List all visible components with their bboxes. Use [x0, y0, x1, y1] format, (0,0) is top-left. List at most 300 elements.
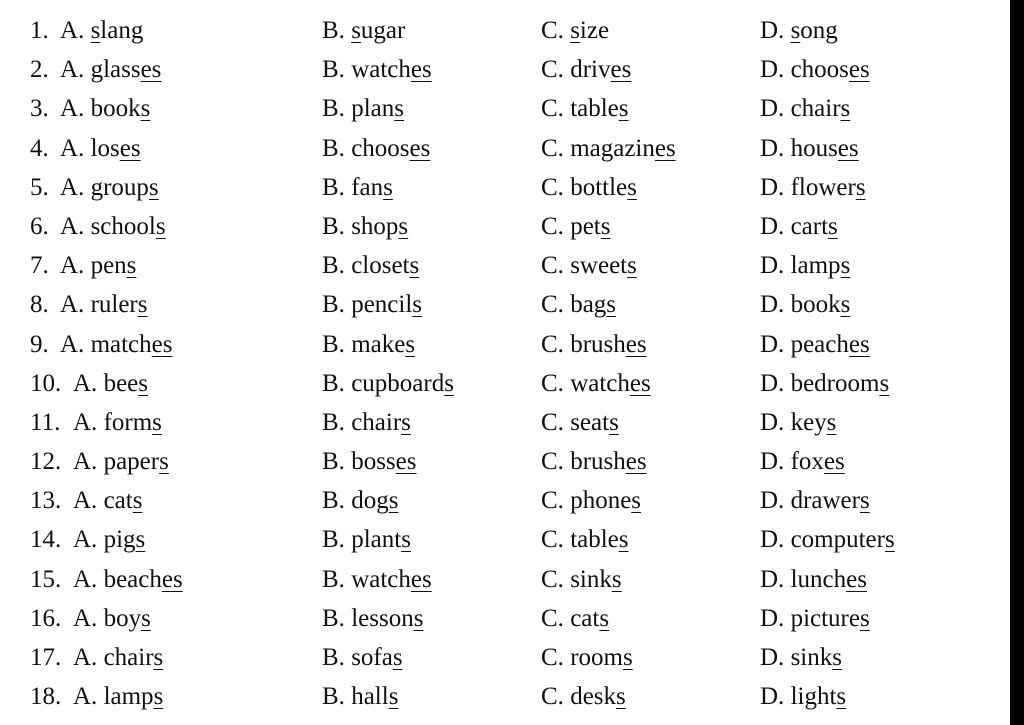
option-letter: C. [541, 56, 564, 84]
word-stem: pen [90, 252, 127, 280]
answer-option [60, 129, 141, 168]
option-letter: A. [60, 173, 85, 201]
option-letter: C. [541, 565, 564, 593]
word-stem: boy [103, 604, 142, 632]
option-letter: D. [760, 448, 785, 476]
option-letter: D. [760, 252, 785, 280]
underlined-sound: s [140, 95, 151, 123]
question-row [0, 638, 1010, 677]
option-letter: D. [760, 369, 785, 397]
answer-option [60, 207, 166, 246]
underlined-sound: s [132, 487, 143, 515]
word-stem: sweet [570, 252, 628, 280]
answer-option [760, 442, 845, 481]
word-stem: lamp [103, 683, 154, 711]
answer-option [60, 285, 148, 324]
answer-option [73, 403, 162, 442]
word-stem: picture [790, 604, 860, 632]
answer-option [541, 677, 626, 716]
answer-option [760, 403, 836, 442]
underlined-sound: s [153, 683, 164, 711]
word-stem: table [570, 526, 619, 554]
question-row [0, 599, 1010, 638]
answer-option [760, 129, 859, 168]
answer-option [541, 560, 622, 599]
right-edge-bar [1010, 0, 1024, 725]
option-letter: B. [322, 526, 345, 554]
answer-option [322, 442, 416, 481]
word-stem: watch [570, 369, 630, 397]
word-stem: chair [103, 644, 154, 671]
word-stem: choos [351, 134, 410, 162]
word-stem: brush [570, 448, 626, 476]
word-stem: pencil [351, 291, 413, 319]
answer-option [541, 11, 609, 50]
question-number: 4. [30, 134, 49, 162]
question-row [0, 285, 1010, 324]
word-stem: ruler [90, 291, 138, 319]
word-stem: book [90, 95, 141, 123]
option-letter: B. [322, 173, 345, 201]
underlined-sound: s [606, 291, 617, 319]
option-letter: C. [541, 212, 564, 240]
word-stem: form [103, 408, 153, 436]
underlined-sound: s [859, 487, 870, 515]
option-letter: D. [760, 17, 785, 44]
question-row [0, 129, 1010, 168]
underlined-sound: s [599, 604, 610, 632]
question-row [0, 403, 1010, 442]
underlined-sound: es [410, 56, 432, 84]
option-letter: D. [760, 683, 785, 711]
question-row [0, 89, 1010, 128]
answer-option [541, 168, 637, 207]
answer-option [541, 89, 629, 128]
answer-option [760, 364, 889, 403]
question-number: 2. [30, 56, 49, 84]
word-stem: hous [790, 134, 838, 162]
question-row [0, 168, 1010, 207]
word-stem: seat [570, 408, 610, 436]
word-stem: flower [790, 173, 856, 201]
option-letter: A. [73, 408, 98, 436]
answer-option [322, 207, 408, 246]
word-stem: phone [570, 487, 632, 515]
word-stem: beach [103, 565, 162, 593]
question-number: 16. [30, 604, 62, 632]
word-stem: bedroom [790, 369, 880, 397]
answer-option [541, 364, 651, 403]
answer-option [541, 207, 610, 246]
option-letter: A. [73, 565, 98, 593]
underlined-sound: s [159, 448, 169, 476]
word-stem: brush [570, 330, 626, 358]
answer-option [541, 638, 633, 677]
underlined-sound: s [840, 291, 851, 319]
underlined-sound: s [622, 644, 633, 671]
underlined-sound: s [884, 526, 895, 554]
option-letter: B. [322, 448, 345, 476]
underlined-sound: s [631, 487, 642, 515]
answer-option [541, 285, 616, 324]
word-stem: make [351, 330, 406, 358]
underlined-sound: s [444, 369, 454, 397]
underlined-sound: s [388, 683, 399, 711]
answer-option [760, 11, 838, 50]
underlined-sound: s [126, 252, 137, 280]
underlined-sound: es [151, 330, 173, 358]
underlined-sound: s [412, 291, 423, 319]
option-letter: C. [541, 604, 564, 632]
word-stem: watch [351, 565, 411, 593]
answer-option [322, 364, 454, 403]
answer-option [322, 599, 423, 638]
option-letter: B. [322, 408, 345, 436]
answer-option [760, 560, 867, 599]
option-letter: C. [541, 134, 564, 162]
answer-option [760, 677, 846, 716]
answer-option [73, 364, 148, 403]
option-letter: D. [760, 330, 785, 358]
word-stem: pet [570, 212, 601, 240]
underlined-sound: s [383, 173, 393, 201]
option-letter: C. [541, 408, 564, 436]
option-letter: B. [322, 487, 345, 515]
option-letter: C. [541, 448, 564, 476]
underlined-sound: s [409, 252, 420, 280]
underlined-sound: s [879, 369, 890, 397]
answer-option [60, 11, 143, 50]
word-stem: cat [103, 487, 133, 515]
word-stem: magazin [570, 134, 655, 162]
option-letter: A. [60, 134, 85, 162]
answer-option [322, 677, 398, 716]
option-letter: B. [322, 565, 345, 593]
answer-option [60, 89, 150, 128]
answer-option [60, 50, 161, 89]
word-stem: cart [790, 212, 829, 240]
option-letter: A. [73, 369, 98, 397]
word-stem: peach [790, 330, 849, 358]
question-number: 6. [30, 212, 49, 240]
underlined-sound: s [398, 212, 409, 240]
option-letter: B. [322, 683, 345, 711]
word-rest: ong [800, 17, 838, 44]
word-stem: book [790, 291, 841, 319]
word-stem: driv [570, 56, 611, 84]
answer-option [322, 560, 432, 599]
word-stem: bottle [570, 173, 628, 201]
answer-option [541, 50, 631, 89]
answer-option [322, 168, 393, 207]
option-letter: A. [73, 644, 98, 671]
word-stem: sofa [351, 644, 393, 671]
word-rest: ugar [360, 17, 406, 44]
underlined-sound: s [611, 565, 622, 593]
option-letter: D. [760, 56, 785, 84]
word-stem: desk [570, 683, 617, 711]
underlined-sound: es [119, 134, 141, 162]
question-number: 15. [30, 565, 62, 593]
question-row [0, 520, 1010, 559]
word-stem: table [570, 95, 619, 123]
option-letter: C. [541, 17, 564, 44]
answer-option [60, 246, 136, 285]
underlined-sound: s [790, 17, 801, 44]
underlined-sound: es [395, 448, 417, 476]
question-row [0, 677, 1010, 716]
answer-option [60, 325, 172, 364]
underlined-sound: s [840, 252, 851, 280]
underlined-sound: es [610, 56, 632, 84]
question-number: 3. [30, 95, 49, 123]
word-stem: hall [351, 683, 389, 711]
question-number: 18. [30, 683, 62, 711]
answer-option [73, 599, 151, 638]
question-row [0, 50, 1010, 89]
answer-option [73, 638, 163, 677]
option-letter: A. [73, 487, 98, 515]
underlined-sound: s [90, 17, 101, 44]
word-stem: group [90, 173, 149, 201]
option-letter: B. [322, 369, 345, 397]
option-letter: D. [760, 212, 785, 240]
answer-option [760, 481, 870, 520]
answer-option [73, 520, 145, 559]
word-stem: dog [351, 487, 389, 515]
word-stem: fox [790, 448, 824, 476]
underlined-sound: es [823, 448, 845, 476]
word-stem: bag [570, 291, 607, 319]
question-row [0, 325, 1010, 364]
word-stem: school [90, 212, 156, 240]
answer-option [73, 560, 183, 599]
word-stem: light [790, 683, 837, 711]
underlined-sound: es [846, 565, 867, 593]
option-letter: C. [541, 291, 564, 319]
option-letter: A. [60, 212, 85, 240]
option-letter: A. [73, 448, 98, 476]
answer-option [60, 168, 159, 207]
word-stem: room [570, 644, 623, 671]
underlined-sound: es [625, 330, 647, 358]
underlined-sound: s [388, 487, 399, 515]
underlined-sound: s [401, 408, 411, 436]
option-letter: C. [541, 644, 564, 671]
question-number: 9. [30, 330, 49, 358]
option-letter: B. [322, 252, 345, 280]
answer-option [322, 403, 411, 442]
answer-option [541, 246, 637, 285]
underlined-sound: s [832, 644, 842, 671]
answer-option [760, 520, 895, 559]
answer-option [760, 89, 850, 128]
option-letter: B. [322, 291, 345, 319]
underlined-sound: s [618, 95, 629, 123]
option-letter: A. [60, 330, 85, 358]
underlined-sound: s [826, 408, 837, 436]
underlined-sound: s [401, 526, 411, 554]
word-stem: computer [790, 526, 885, 554]
exercise-list [0, 11, 1010, 716]
question-number: 11. [30, 408, 61, 436]
answer-option [541, 481, 641, 520]
underlined-sound: s [148, 173, 159, 201]
word-stem: plant [351, 526, 402, 554]
question-number: 8. [30, 291, 49, 319]
answer-option [760, 285, 850, 324]
underlined-sound: es [848, 56, 870, 84]
answer-option [322, 520, 411, 559]
word-stem: lunch [790, 565, 847, 593]
underlined-sound: s [152, 408, 162, 436]
underlined-sound: es [140, 56, 162, 84]
word-stem: chair [351, 408, 402, 436]
option-letter: C. [541, 252, 564, 280]
answer-option [760, 638, 842, 677]
answer-option [322, 246, 419, 285]
option-letter: D. [760, 604, 785, 632]
underlined-sound: s [351, 17, 361, 44]
underlined-sound: es [161, 565, 183, 593]
answer-option [541, 403, 619, 442]
option-letter: C. [541, 487, 564, 515]
word-stem: pig [103, 526, 136, 554]
underlined-sound: s [618, 526, 629, 554]
underlined-sound: s [627, 173, 637, 201]
answer-option [541, 520, 629, 559]
option-letter: C. [541, 526, 564, 554]
question-number: 1. [30, 17, 49, 44]
option-letter: B. [322, 17, 345, 44]
underlined-sound: s [840, 95, 851, 123]
answer-option [760, 599, 870, 638]
option-letter: A. [60, 95, 85, 123]
answer-option [541, 442, 647, 481]
question-number: 14. [30, 526, 62, 554]
word-stem: lamp [790, 252, 841, 280]
question-row [0, 246, 1010, 285]
question-row [0, 442, 1010, 481]
option-letter: B. [322, 95, 345, 123]
word-stem: sink [790, 644, 833, 671]
word-stem: drawer [790, 487, 860, 515]
answer-option [322, 285, 422, 324]
option-letter: D. [760, 291, 785, 319]
underlined-sound: s [137, 291, 148, 319]
underlined-sound: s [413, 604, 424, 632]
answer-option [73, 677, 163, 716]
answer-option [760, 207, 838, 246]
word-stem: choos [790, 56, 849, 84]
underlined-sound: es [837, 134, 859, 162]
answer-option [73, 481, 142, 520]
question-number: 5. [30, 173, 49, 201]
option-letter: D. [760, 565, 785, 593]
underlined-sound: s [609, 408, 619, 436]
underlined-sound: es [629, 369, 651, 397]
answer-option [760, 168, 866, 207]
underlined-sound: s [138, 369, 148, 397]
option-letter: D. [760, 487, 785, 515]
answer-option [541, 129, 676, 168]
question-number: 7. [30, 252, 49, 280]
word-stem: match [90, 330, 152, 358]
word-stem: shop [351, 212, 399, 240]
underlined-sound: s [153, 644, 164, 671]
answer-option [322, 325, 415, 364]
answer-option [541, 325, 647, 364]
underlined-sound: s [836, 683, 847, 711]
question-row [0, 481, 1010, 520]
option-letter: D. [760, 408, 785, 436]
option-letter: C. [541, 330, 564, 358]
answer-option [760, 246, 850, 285]
answer-option [322, 89, 404, 128]
word-stem: plan [351, 95, 395, 123]
underlined-sound: es [410, 565, 432, 593]
underlined-sound: es [848, 330, 870, 358]
underlined-sound: s [155, 212, 166, 240]
option-letter: D. [760, 173, 785, 201]
word-stem: lesson [351, 604, 414, 632]
option-letter: B. [322, 134, 345, 162]
option-letter: A. [60, 56, 85, 84]
option-letter: B. [322, 212, 345, 240]
word-stem: watch [351, 56, 411, 84]
option-letter: D. [760, 134, 785, 162]
underlined-sound: s [570, 17, 580, 44]
word-stem: cat [570, 604, 600, 632]
word-rest: lang [100, 17, 144, 44]
option-letter: C. [541, 683, 564, 711]
word-stem: key [790, 408, 827, 436]
answer-option [322, 638, 403, 677]
underlined-sound: s [392, 644, 403, 671]
underlined-sound: es [625, 448, 647, 476]
question-row [0, 207, 1010, 246]
option-letter: B. [322, 644, 345, 671]
option-letter: C. [541, 369, 564, 397]
answer-option [760, 325, 870, 364]
option-letter: C. [541, 95, 564, 123]
answer-option [760, 50, 870, 89]
option-letter: A. [60, 17, 85, 44]
underlined-sound: s [859, 604, 870, 632]
option-letter: A. [73, 604, 98, 632]
word-rest: ize [579, 17, 610, 44]
word-stem: boss [351, 448, 396, 476]
option-letter: B. [322, 604, 345, 632]
underlined-sound: s [616, 683, 626, 711]
word-stem: chair [790, 95, 841, 123]
word-stem: fan [351, 173, 384, 201]
answer-option [541, 599, 609, 638]
question-number: 13. [30, 487, 62, 515]
underlined-sound: s [405, 330, 416, 358]
answer-option [73, 442, 169, 481]
question-row [0, 560, 1010, 599]
underlined-sound: s [135, 526, 146, 554]
word-stem: sink [570, 565, 612, 593]
question-number: 12. [30, 448, 62, 476]
option-letter: A. [60, 252, 85, 280]
option-letter: A. [73, 526, 98, 554]
underlined-sound: es [409, 134, 431, 162]
word-stem: glass [90, 56, 141, 84]
word-stem: bee [103, 369, 139, 397]
word-stem: closet [351, 252, 410, 280]
